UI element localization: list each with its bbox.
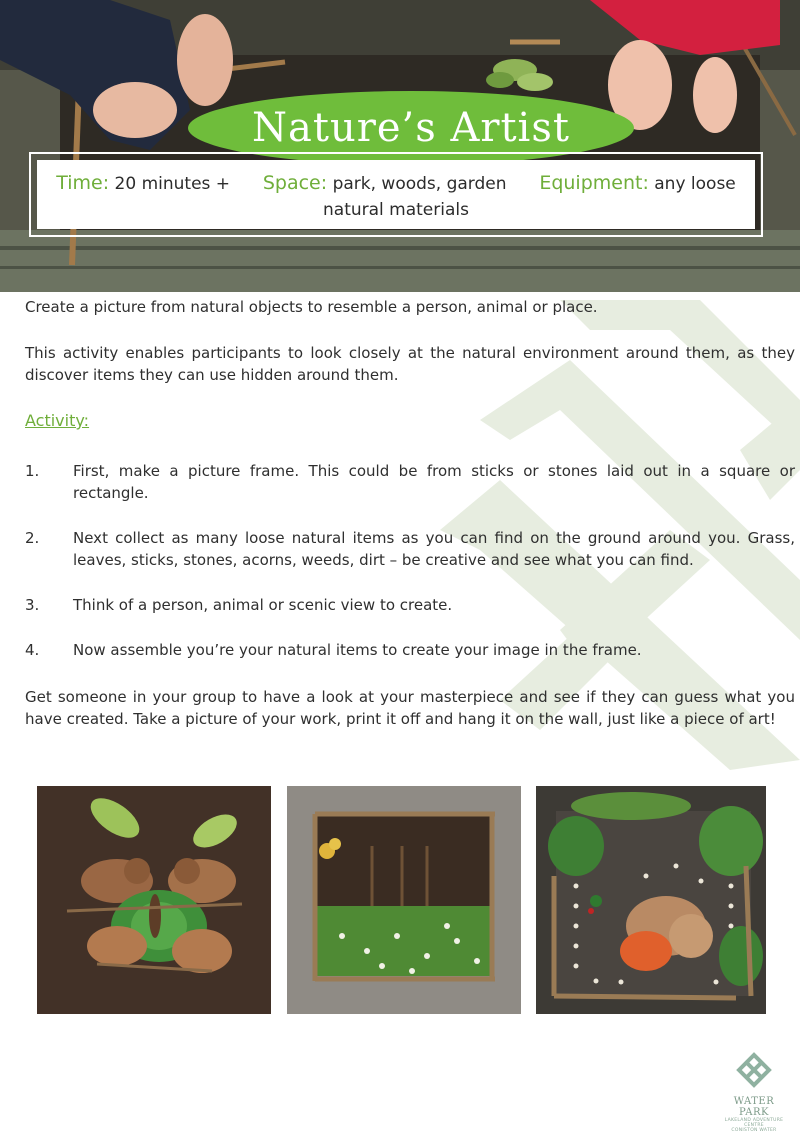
logo-tagline-location: CONISTON WATER <box>731 1128 777 1133</box>
list-item <box>25 460 795 504</box>
step-text: Now assemble you’re your natural items to create your image in the frame. <box>73 641 642 659</box>
time-value: 20 minutes + <box>114 174 231 194</box>
list-item <box>25 594 795 616</box>
example-photo-face <box>37 786 271 1014</box>
header-photo <box>0 0 800 292</box>
time-label: Time: <box>56 172 110 194</box>
step-text: First, make a picture frame. This could be from sticks or stones laid out in a square or rectangle. <box>73 462 795 502</box>
step-number: 1. <box>25 462 40 480</box>
intro-paragraph: Create a picture from natural objects to resemble a person, animal or place. <box>25 298 598 316</box>
list-item <box>25 527 795 571</box>
logo-tagline: LAKELAND ADVENTURE CENTRE <box>724 1118 784 1128</box>
logo-name: WATER PARK <box>733 1096 775 1118</box>
space-label: Space: <box>262 172 328 194</box>
closing-paragraph: Get someone in your group to have a look at your masterpiece and see if they can guess what you have created. Take a picture of your work, print it off and hang it on the wall, just like a piece of art! <box>25 688 795 728</box>
equipment-label: Equipment: <box>539 172 649 194</box>
space-value: park, woods, garden <box>332 174 507 194</box>
step-number: 4. <box>25 641 40 659</box>
equipment-value: any loose natural materials <box>323 174 736 220</box>
list-item <box>25 639 795 661</box>
step-number: 3. <box>25 596 40 614</box>
step-text: Next collect as many loose natural items as you can find on the ground around you. Grass, leaves, sticks, stones, acorns, weeds, dirt – be creative and see what you can find. <box>73 529 795 569</box>
knot-logo-icon <box>734 1050 774 1090</box>
info-panel <box>37 160 755 229</box>
page-title: Nature’s Artist <box>252 105 570 151</box>
environment-paragraph: This activity enables participants to look closely at the natural environment around them, as they discover items they can use hidden around them. <box>25 344 795 384</box>
example-photo-meadow <box>287 786 521 1014</box>
step-text: Think of a person, animal or scenic view to create. <box>73 596 453 614</box>
step-number: 2. <box>25 529 40 547</box>
water-park-logo <box>722 1050 786 1133</box>
activity-heading: Activity: <box>25 411 90 430</box>
info-frame <box>29 152 763 237</box>
steps-list <box>25 460 795 684</box>
example-photo-autumn <box>536 786 766 1014</box>
